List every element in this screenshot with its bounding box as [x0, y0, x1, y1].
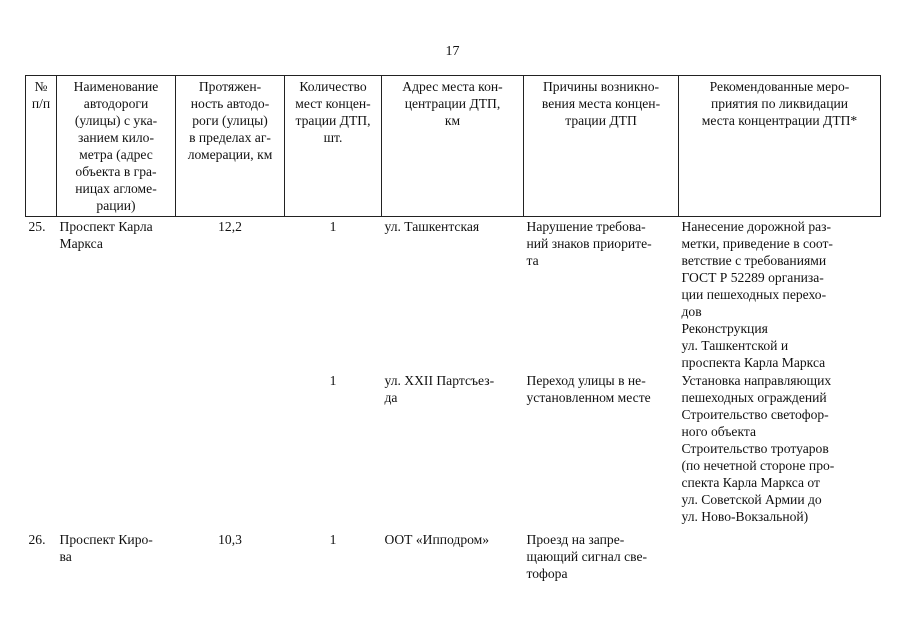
recommended-measures	[679, 530, 881, 582]
recommended-measures: Установка направляющих пешеходных ограждений Строительство светофор- ного объекта Строительство тротуаров (по нечетной стороне про- спекта Карла Маркса от ул. Советской Армии до ул. Ново-Вокзальной)	[681, 373, 835, 524]
table-row	[26, 217, 881, 372]
accident-cause: Проезд на запре- щающий сигнал све- тофора	[526, 532, 647, 581]
road-length: 12,2	[218, 219, 242, 234]
row-number: 25.	[28, 219, 46, 234]
table-header	[26, 76, 881, 217]
page-number: 17	[445, 44, 460, 59]
header-row	[26, 76, 881, 217]
road-length: 10,3	[218, 532, 242, 547]
road-name	[57, 371, 176, 525]
road-name: Проспект Киро- ва	[59, 532, 153, 564]
accident-cause: Переход улицы в не- установленном месте	[526, 373, 651, 405]
header-cell-address: Адрес места кон- центрации ДТП, км	[382, 76, 524, 217]
header-cell-number: № п/п	[26, 76, 57, 217]
accident-address: ООТ «Ипподром»	[384, 532, 490, 547]
accident-spot-count: 1	[329, 532, 337, 547]
accident-concentration-table	[25, 75, 881, 582]
table-row	[26, 530, 881, 582]
row-number	[26, 371, 57, 525]
header-cell-causes: Причины возникно- вения места концен- трации ДТП	[524, 76, 679, 217]
header-cell-count: Количество мест концен- трации ДТП, шт.	[285, 76, 382, 217]
accident-address: ул. XXII Партсъез- да	[384, 373, 495, 405]
accident-cause: Нарушение требова- ний знаков приорите- та	[526, 219, 652, 268]
road-length	[176, 371, 285, 525]
header-cell-measures: Рекомендованные меро- приятия по ликвидации места концентрации ДТП*	[679, 76, 881, 217]
accident-spot-count: 1	[329, 373, 337, 388]
header-cell-length: Протяжен- ность автодо- роги (улицы) в пределах аг- ломерации, км	[176, 76, 285, 217]
accident-address: ул. Ташкентская	[384, 219, 480, 234]
header-cell-road-name: Наименование автодороги (улицы) с ука- занием кило- метра (адрес объекта в гра- ницах агломе- рации)	[57, 76, 176, 217]
accident-spot-count: 1	[329, 219, 337, 234]
row-number: 26.	[28, 532, 46, 547]
table-row	[26, 371, 881, 525]
road-name: Проспект Карла Маркса	[59, 219, 153, 251]
recommended-measures: Нанесение дорожной раз- метки, приведение в соот- ветствие с требованиями ГОСТ Р 52289 организа- ции пешеходных перехо- дов Реконструкция ул. Ташкентской и проспекта Карла Маркса	[681, 219, 833, 370]
